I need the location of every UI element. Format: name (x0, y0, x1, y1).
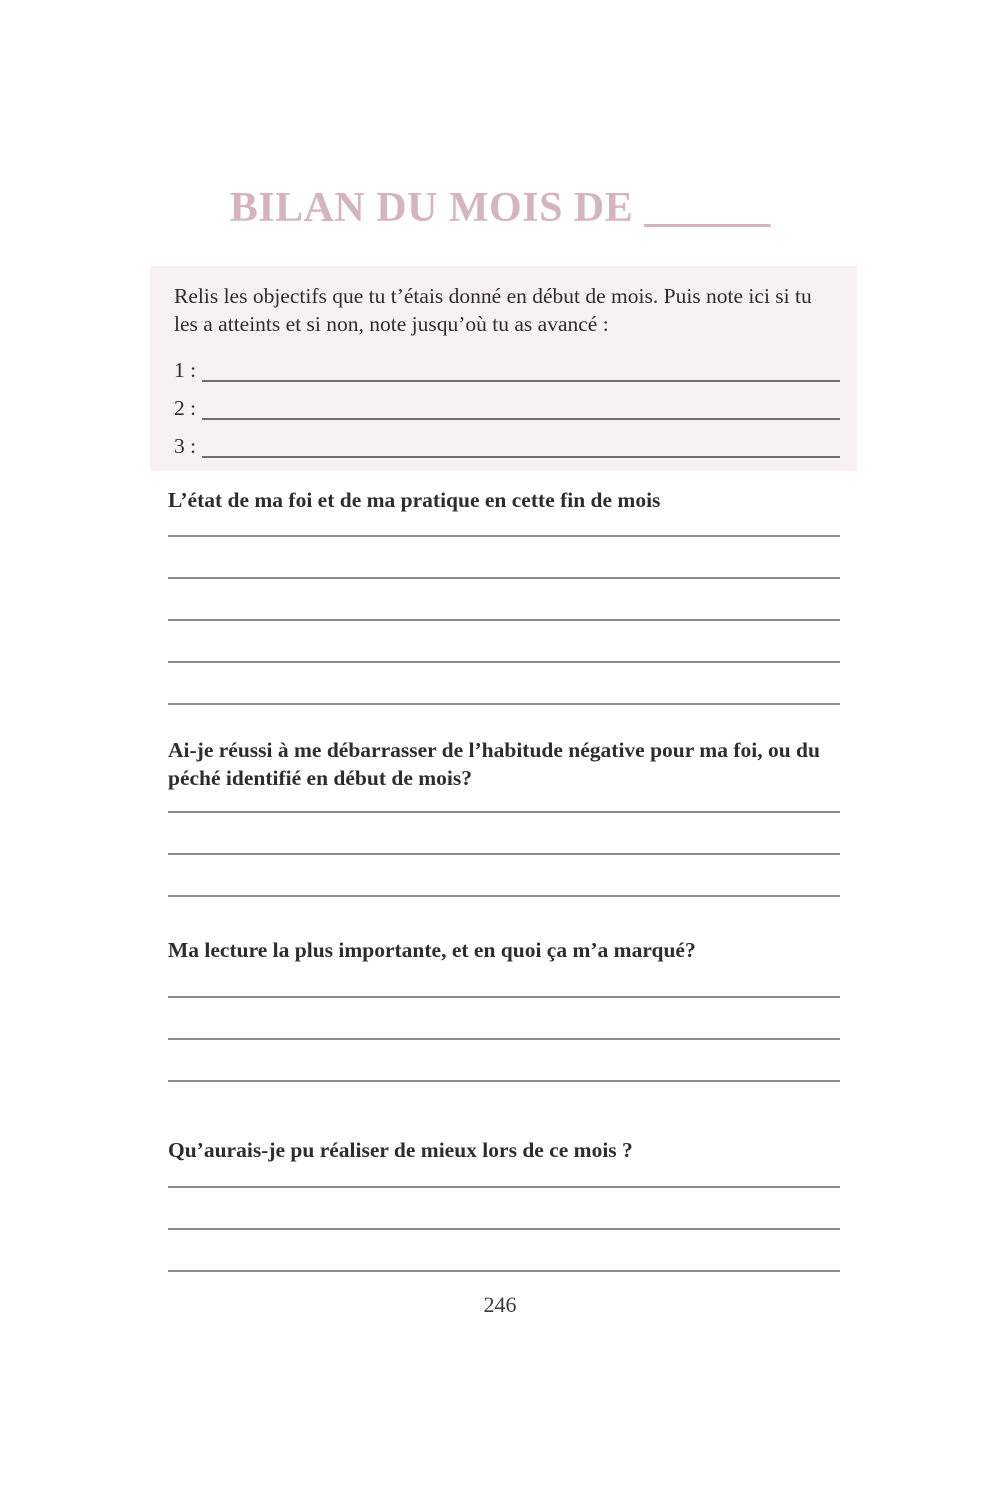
ruled-line (168, 495, 840, 537)
objective-row-3 (174, 420, 840, 458)
objective-row-1 (174, 344, 840, 382)
ruled-line (168, 956, 840, 998)
objective-write-line-3 (202, 420, 840, 458)
ruled-line (168, 663, 840, 705)
page-title (0, 184, 1000, 232)
ruled-line (168, 1040, 840, 1082)
ruled-lines-faith-state (168, 495, 840, 705)
section-heading-negative-habit: Ai-je réussi à me débarrasser de l’habitude négative pour ma foi, ou du péché identifié en début de mois? (168, 738, 820, 790)
section-heading-faith-state: L’état de ma foi et de ma pratique en cette fin de mois (168, 488, 661, 512)
section-heading-reading: Ma lecture la plus importante, et en quoi ça m’a marqué? (168, 938, 696, 962)
objective-label-2: 2 : (174, 396, 197, 420)
ruled-line (168, 1146, 840, 1188)
title-blank-line: ______ (644, 185, 771, 231)
page-title-text: BILAN DU MOIS DE (229, 185, 634, 231)
objectives-instruction: Relis les objectifs que tu t’étais donné en début de mois. Puis note ici si tu les a atteints et si non, note jusqu’où tu as avancé : (174, 284, 812, 336)
objective-label-3: 3 : (174, 434, 197, 458)
objectives-rows (174, 344, 840, 458)
objective-row-2 (174, 382, 840, 420)
ruled-line (168, 998, 840, 1040)
ruled-line (168, 813, 840, 855)
objective-write-line-1 (202, 344, 840, 382)
objectives-box (150, 266, 857, 471)
ruled-line (168, 1188, 840, 1230)
page-number: 246 (483, 1292, 517, 1317)
ruled-lines-improvement (168, 1146, 840, 1272)
objective-label-1: 1 : (174, 358, 197, 382)
ruled-line (168, 621, 840, 663)
ruled-line (168, 1230, 840, 1272)
ruled-lines-negative-habit (168, 771, 840, 897)
ruled-line (168, 579, 840, 621)
objective-write-line-2 (202, 382, 840, 420)
ruled-line (168, 771, 840, 813)
ruled-line (168, 537, 840, 579)
ruled-lines-reading (168, 956, 840, 1082)
section-heading-improvement: Qu’aurais-je pu réaliser de mieux lors de ce mois ? (168, 1138, 633, 1162)
ruled-line (168, 855, 840, 897)
